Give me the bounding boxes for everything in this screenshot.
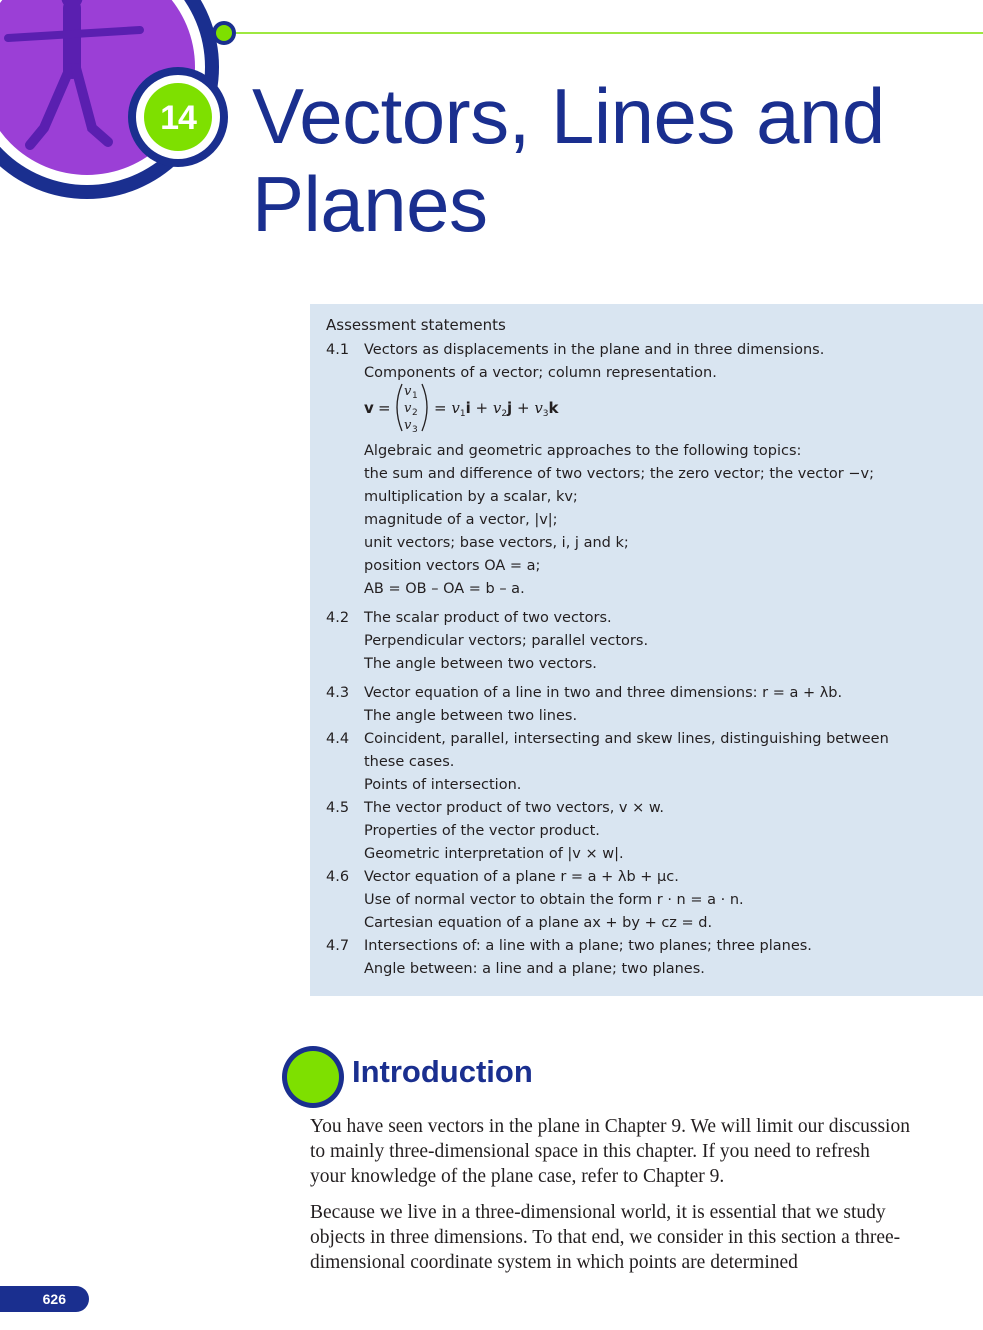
assessment-heading: Assessment statements [326,316,506,334]
chapter-title-line2: Planes [252,160,488,248]
statement-line: Components of a vector; column representation. [364,365,717,381]
intro-paragraph-2: Because we live in a three-dimensional world, it is essential that we study objects in three dimensions. To that end, we consider in this section a three-dimensional coordinate system in which points are determined [310,1202,901,1273]
statement-number: 4.4 [326,731,350,747]
statement-line: Use of normal vector to obtain the form r · n = a · n. [364,892,744,908]
statement-line: The scalar product of two vectors. [364,610,612,626]
statement-line: Algebraic and geometric approaches to the following topics: [364,443,802,459]
svg-text:1: 1 [412,391,418,401]
statement-number: 4.2 [326,610,350,626]
statement-line: Coincident, parallel, intersecting and skew lines, distinguishing between [364,731,889,747]
statement-number: 4.5 [326,800,350,816]
statement-line: Vector equation of a plane r = a + λb + μc. [364,869,679,885]
chapter-title [252,72,885,248]
svg-text:v: v [364,399,374,417]
statement-line: Vectors as displacements in the plane and in three dimensions. [364,342,825,358]
svg-text:=: = [378,399,391,417]
statement-line: Perpendicular vectors; parallel vectors. [364,633,649,649]
statement-line: Intersections of: a line with a plane; two planes; three planes. [364,938,812,954]
statement-line: The angle between two vectors. [364,656,597,672]
page-number: 626 [0,1286,89,1312]
statement-number: 4.1 [326,342,350,358]
introduction-heading: Introduction [352,1054,533,1089]
statement-line: position vectors OA = a; [364,558,541,574]
statement-number: 4.6 [326,869,350,885]
chapter-number: 14 [160,98,196,137]
statement-line: Vector equation of a line in two and three dimensions: r = a + λb. [364,685,843,701]
statement-line: Angle between: a line and a plane; two planes. [364,961,705,977]
svg-text:v: v [404,401,412,416]
svg-text:= v1i + v2j + v3k: = $v_1i + v_2j + v_3k$ [434,399,559,419]
svg-text:3: 3 [412,425,418,435]
svg-text:2: 2 [412,408,418,418]
statement-line: Properties of the vector product. [364,823,600,839]
statement-line: The vector product of two vectors, v × w. [364,800,665,816]
statement-line: Points of intersection. [364,777,522,793]
statement-line: unit vectors; base vectors, i, j and k; [364,535,629,551]
statement-line: multiplication by a scalar, kv; [364,489,578,505]
svg-text:v: v [404,418,412,433]
statement-line: these cases. [364,754,455,770]
statement-line: AB = OB – OA = b – a. [364,581,525,597]
statement-line: The angle between two lines. [364,708,578,724]
statement-line: Geometric interpretation of |v × w|. [364,846,624,862]
statement-line: magnitude of a vector, |v|; [364,512,558,528]
introduction-bullet-icon [280,1044,346,1110]
statement-line: Cartesian equation of a plane ax + by + cz = d. [364,915,713,931]
statement-line: the sum and difference of two vectors; the zero vector; the vector −v; [364,466,874,482]
column-vector-formula [360,380,600,436]
intro-paragraph-1: You have seen vectors in the plane in Chapter 9. We will limit our discussion to mainly three-dimensional space in this chapter. If you need to refresh your knowledge of the plane case, refer to Chapter 9. [310,1116,910,1187]
svg-text:v: v [404,384,412,399]
statement-number: 4.3 [326,685,350,701]
chapter-title-line1: Vectors, Lines and [252,72,885,160]
statement-number: 4.7 [326,938,350,954]
